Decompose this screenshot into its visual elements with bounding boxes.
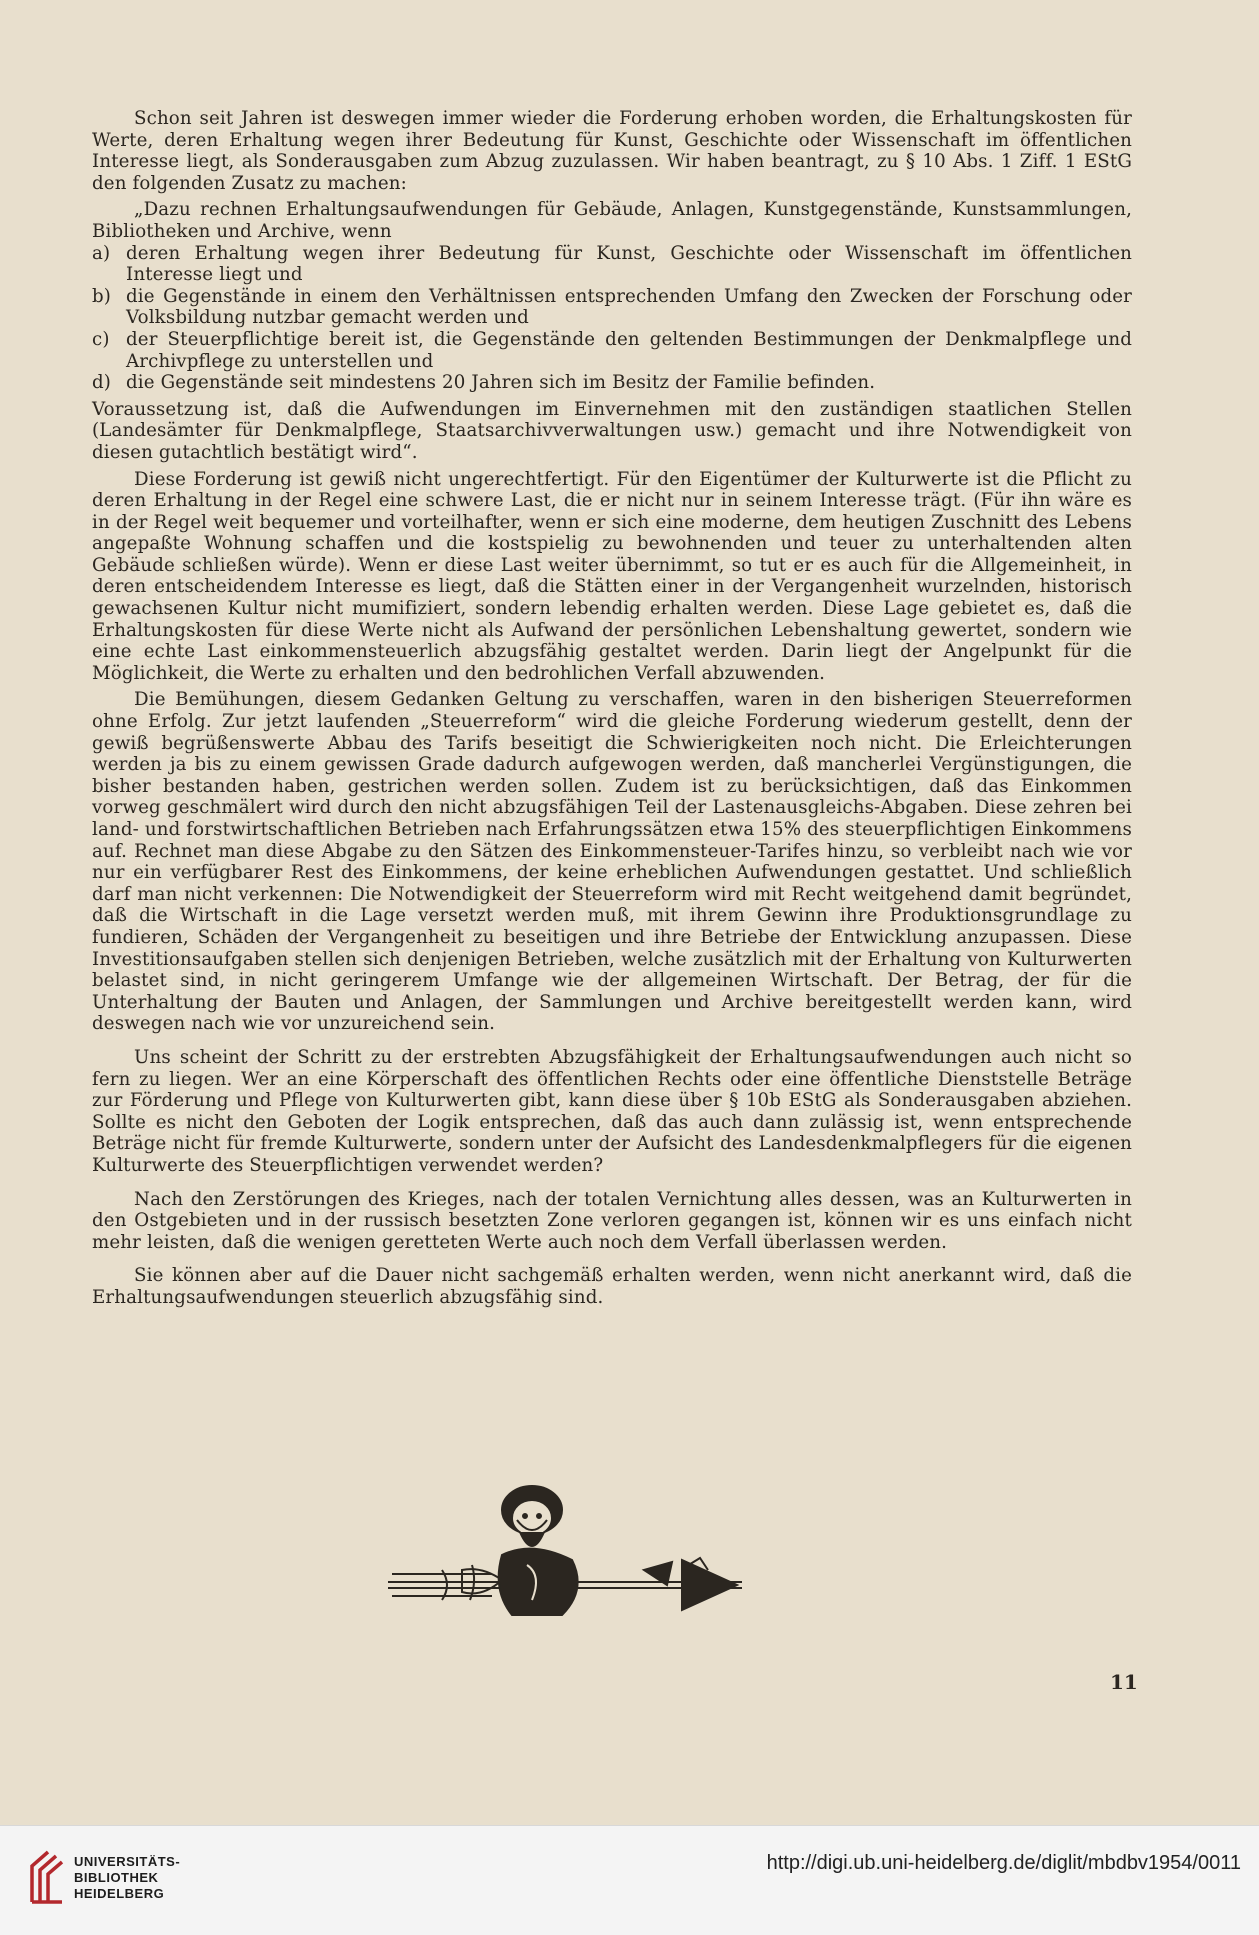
list-item-text: die Gegenstände in einem den Verhältnissen entsprechenden Umfang den Zwecken der Forschung oder Volksbildung nutzbar gemacht werden und [126,285,1132,329]
page-number: 11 [1110,1670,1138,1694]
source-url-link[interactable]: http://digi.ub.uni-heidelberg.de/diglit/mbdbv1954/0011 [766,1852,1241,1874]
list-item [92,372,1132,394]
list-item [92,286,1132,329]
list-item-label: d) [92,372,112,394]
paragraph: Sie können aber auf die Dauer nicht sachgemäß erhalten werden, wenn nicht anerkannt wird, daß die Erhaltungsaufwendungen steuerlich abzugsfähig sind. [92,1265,1132,1308]
list-item [92,329,1132,372]
library-name [74,1854,180,1902]
library-logo-icon [28,1848,66,1906]
list-item-label: b) [92,285,112,307]
list-item [92,243,1132,286]
quote-intro: „Dazu rechnen Erhaltungsaufwendungen für Gebäude, Anlagen, Kunstgegenstände, Kunstsammlungen, Bibliotheken und Archive, wenn [92,199,1132,242]
vignette-illustration [382,1470,752,1620]
quote-tail: Voraussetzung ist, daß die Aufwendungen im Einvernehmen mit den zuständigen staatlichen Stellen (Landesämter für Denkmalpflege, Staatsarchivverwaltungen usw.) gemacht und ihre Notwendigkeit von diesen gutachtlich bestätigt wird“. [92,398,1132,463]
list-item-text: deren Erhaltung wegen ihrer Bedeutung für Kunst, Geschichte oder Wissenschaft im öffentlichen Interesse liegt und [126,242,1132,286]
footer-bar [0,1825,1259,1935]
library-name-line: HEIDELBERG [74,1886,165,1901]
paragraph: Schon seit Jahren ist deswegen immer wieder die Forderung erhoben worden, die Erhaltungskosten für Werte, deren Erhaltung wegen ihrer Bedeutung für Kunst, Geschichte oder Wissenschaft im öffentlichen Interesse liegt, als Sonderausgaben zum Abzug zuzulassen. Wir haben beantragt, zu § 10 Abs. 1 Ziff. 1 EStG den folgenden Zusatz zu machen: [92,108,1132,194]
list-item-text: die Gegenstände seit mindestens 20 Jahren sich im Besitz der Familie befinden. [126,372,876,394]
body-text [92,108,1132,1308]
library-name-line: BIBLIOTHEK [74,1870,159,1885]
paragraph: Die Bemühungen, diesem Gedanken Geltung zu verschaffen, waren in den bisherigen Steuerreformen ohne Erfolg. Zur jetzt laufenden „Steuerreform“ wird die gleiche Forderung wiederum gestellt, denn der gewiß begrüßenswerte Abbau des Tarifs beseitigt die Schwierigkeiten noch nicht. Die Erleichterungen werden ja bis zu einem gewissen Grade dadurch aufgewogen werden, daß mancherlei Vergünstigungen, die bisher bestanden haben, gestrichen werden sollen. Zudem ist zu berücksichtigen, daß das Einkommen vorweg geschmälert wird durch den nicht abzugsfähigen Teil der Lastenausgleichs-Abgaben. Diese zehren bei land- und forstwirtschaftlichen Betrieben nach Erfahrungssätzen etwa 15% des steuerpflichtigen Einkommens auf. Rechnet man diese Abgabe zu den Sätzen des Einkommensteuer-Tarifes hinzu, so verbleibt nach wie vor nur ein verfügbarer Rest des Einkommens, der keine erheblichen Aufwendungen gestattet. Und schließlich darf man nicht verkennen: Die Notwendigkeit der Steuerreform wird mit Recht weitgehend damit begründet, daß die Wirtschaft in die Lage versetzt werden muß, mit ihrem Gewinn ihre Produktionsgrundlage zu fundieren, Schäden der Vergangenheit zu beseitigen und ihre Betriebe der Entwicklung anzupassen. Diese Investitionsaufgaben stellen sich denjenigen Betrieben, welche zusätzlich mit der Erhaltung von Kulturwerten belastet sind, in nicht geringerem Umfange wie der allgemeinen Wirtschaft. Der Betrag, der für die Unterhaltung der Bauten und Anlagen, der Sammlungen und Archive bereitgestellt werden kann, wird deswegen nach wie vor unzureichend sein. [92,689,1132,1035]
list-item-label: a) [92,242,111,264]
paragraph: Diese Forderung ist gewiß nicht ungerechtfertigt. Für den Eigentümer der Kulturwerte ist die Pflicht zu deren Erhaltung in der Regel eine schwere Last, die er nicht nur in seinem Interesse trägt. (Für ihn wäre es in der Regel weit bequemer und vorteilhafter, wenn er sich eine moderne, dem heutigen Zuschnitt des Lebens angepaßte Wohnung schaffen und die kostspielig zu bewohnenden und teuer zu unterhaltenden alten Gebäude schließen würde). Wenn er diese Last weiter übernimmt, so tut er es auch für die Allgemeinheit, in deren entscheidendem Interesse es liegt, daß die Stätten einer in der Vergangenheit wurzelnden, historisch gewachsenen Kultur nicht mumifiziert, sondern lebendig erhalten werden. Diese Lage gebietet es, daß die Erhaltungskosten für diese Werte nicht als Aufwand der persönlichen Lebenshaltung gewertet, sondern wie eine echte Last einkommensteuerlich abzugsfähig gestaltet werden. Darin liegt der Angelpunkt für die Möglichkeit, die Werte zu erhalten und den bedrohlichen Verfall abzuwenden. [92,468,1132,684]
library-name-line: UNIVERSITÄTS- [74,1854,181,1869]
list-item-label: c) [92,328,110,350]
list-item-text: der Steuerpflichtige bereit ist, die Gegenstände den geltenden Bestimmungen der Denkmalpflege und Archivpflege zu unterstellen und [126,328,1132,372]
paragraph: Nach den Zerstörungen des Krieges, nach der totalen Vernichtung alles dessen, was an Kulturwerten in den Ostgebieten und in der russisch besetzten Zone verloren gegangen ist, können wir es uns einfach nicht mehr leisten, daß die wenigen geretteten Werte auch noch dem Verfall überlassen werden. [92,1188,1132,1253]
paragraph: Uns scheint der Schritt zu der erstrebten Abzugsfähigkeit der Erhaltungsaufwendungen auch nicht so fern zu liegen. Wer an eine Körperschaft des öffentlichen Rechts oder eine öffentliche Dienststelle Beträge zur Förderung und Pflege von Kulturwerten gibt, kann diese über § 10b EStG als Sonderausgaben abziehen. Sollte es nicht den Geboten der Logik entsprechen, daß das auch dann zulässig ist, wenn entsprechende Beträge nicht für fremde Kulturwerte, sondern unter der Aufsicht des Landesdenkmalpflegers für die eigenen Kulturwerte des Steuerpflichtigen verwendet werden? [92,1046,1132,1176]
